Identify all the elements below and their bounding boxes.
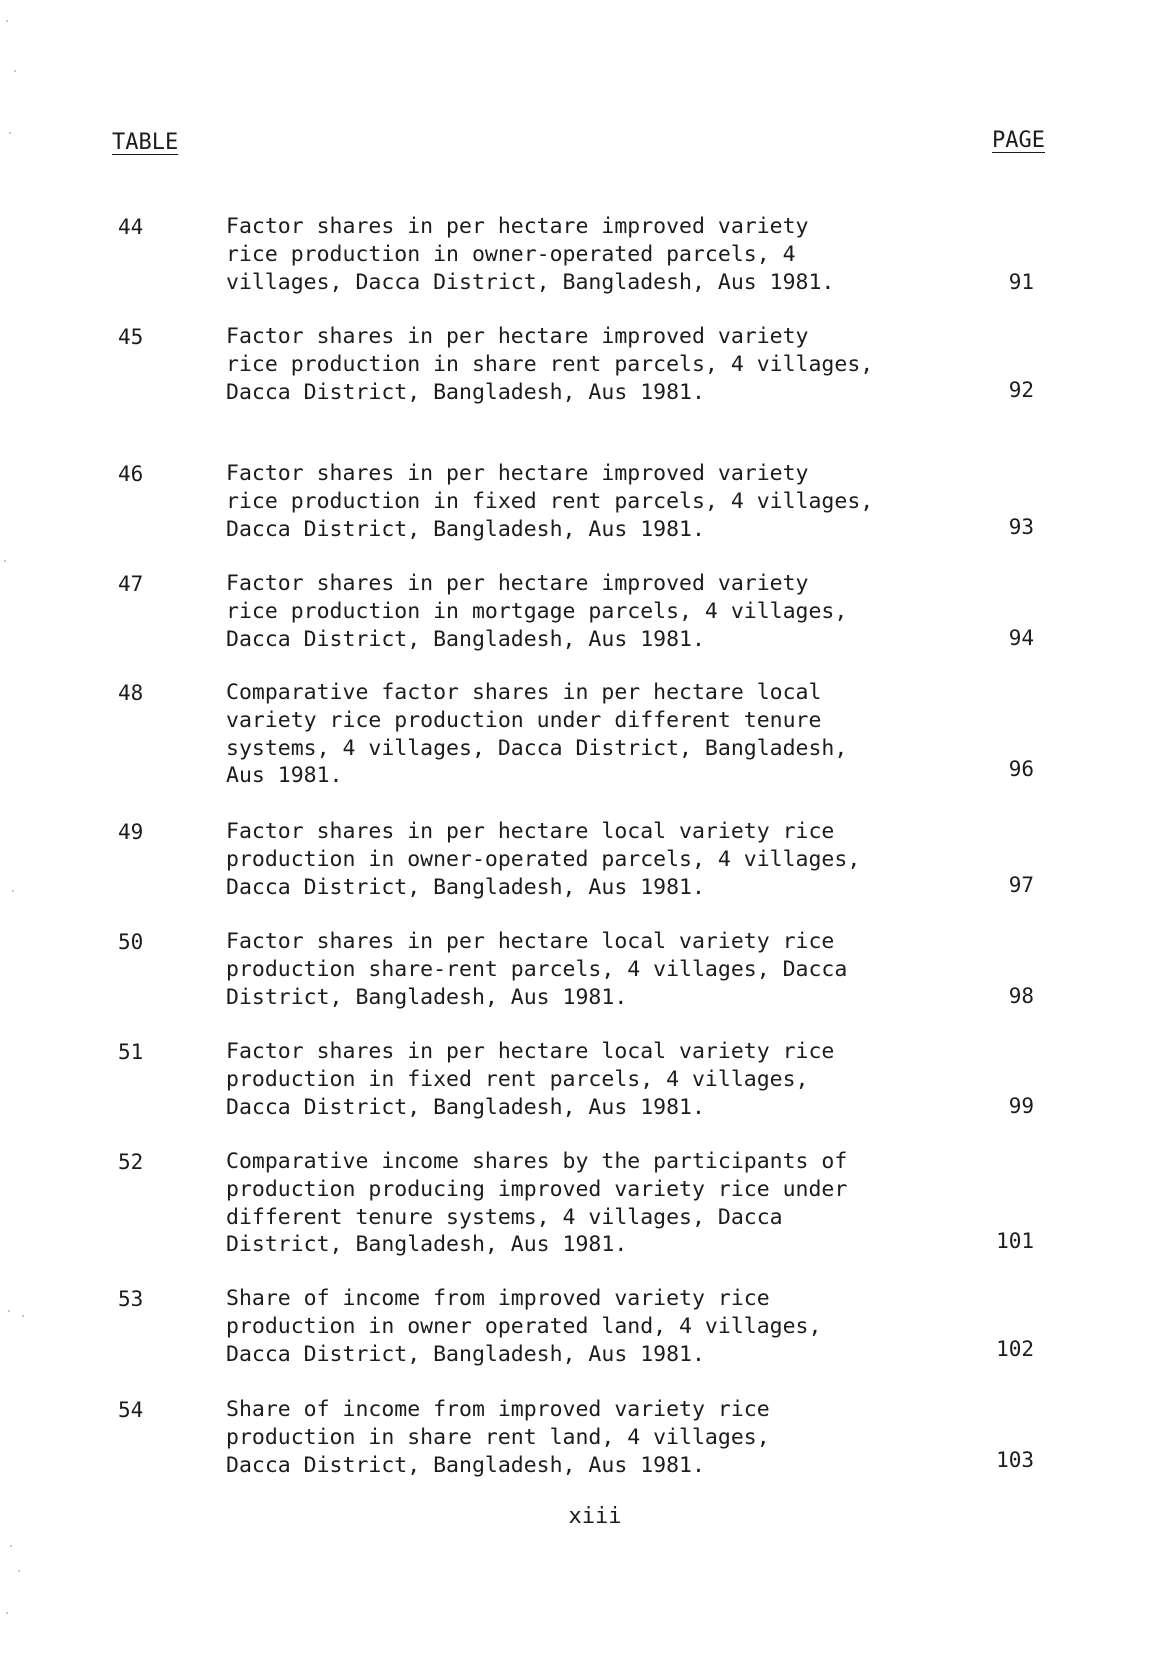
- scan-speck: [9, 132, 11, 134]
- table-title: Comparative income shares by the participants of production producing improved variety rice under different tenure systems, 4 villages, Dacca District, Bangladesh, Aus 1981.: [226, 1149, 848, 1258]
- scan-speck: [18, 1570, 20, 1572]
- table-number: 46: [118, 462, 144, 486]
- page-folio: xiii: [568, 1504, 622, 1529]
- page-column-header: PAGE: [992, 128, 1045, 153]
- page-number: 93: [1008, 515, 1034, 539]
- table-number: 54: [118, 1398, 144, 1422]
- page-number: 91: [1008, 270, 1034, 294]
- scan-speck: [4, 560, 6, 562]
- page-number: 103: [996, 1448, 1034, 1472]
- table-title: Share of income from improved variety rice production in owner operated land, 4 villages, Dacca District, Bangladesh, Aus 1981.: [226, 1286, 822, 1367]
- page-number: 92: [1008, 378, 1034, 402]
- table-title: Factor shares in per hectare improved variety rice production in fixed rent parcels, 4 villages, Dacca District, Bangladesh, Aus 1981.: [226, 461, 874, 542]
- table-number: 47: [118, 572, 144, 596]
- scan-speck: [8, 1310, 10, 1312]
- table-number: 50: [118, 930, 144, 954]
- table-number: 51: [118, 1040, 144, 1064]
- scan-speck: [10, 1545, 12, 1547]
- table-title: Factor shares in per hectare local variety rice production in fixed rent parcels, 4 villages, Dacca District, Bangladesh, Aus 1981.: [226, 1039, 835, 1120]
- page-number: 96: [1008, 757, 1034, 781]
- scan-speck: [6, 1612, 8, 1614]
- scan-speck: [12, 890, 14, 892]
- table-title: Factor shares in per hectare local variety rice production in owner-operated parcels, 4 villages, Dacca District, Bangladesh, Aus 1981.: [226, 819, 861, 900]
- page-number: 97: [1008, 873, 1034, 897]
- table-column-header: TABLE: [112, 130, 179, 155]
- table-number: 44: [118, 215, 144, 239]
- table-number: 48: [118, 681, 144, 705]
- table-title: Factor shares in per hectare improved variety rice production in mortgage parcels, 4 villages, Dacca District, Bangladesh, Aus 1981.: [226, 571, 848, 652]
- table-title: Factor shares in per hectare improved variety rice production in owner-operated parcels, 4 villages, Dacca District, Bangladesh, Aus 1981.: [226, 214, 835, 295]
- table-number: 53: [118, 1287, 144, 1311]
- page-number: 102: [996, 1337, 1034, 1361]
- table-title: Factor shares in per hectare local variety rice production share-rent parcels, 4 villages, Dacca District, Bangladesh, Aus 1981.: [226, 929, 848, 1010]
- scan-speck: [22, 1315, 24, 1317]
- page-number: 98: [1008, 984, 1034, 1008]
- page-number: 99: [1008, 1094, 1034, 1118]
- table-number: 52: [118, 1150, 144, 1174]
- scan-speck: [14, 70, 16, 72]
- table-title: Comparative factor shares in per hectare local variety rice production under different tenure systems, 4 villages, Dacca District, Bangladesh, Aus 1981.: [226, 680, 848, 789]
- page-number: 94: [1008, 626, 1034, 650]
- table-title: Share of income from improved variety rice production in share rent land, 4 villages, Dacca District, Bangladesh, Aus 1981.: [226, 1397, 770, 1478]
- table-number: 49: [118, 820, 144, 844]
- table-title: Factor shares in per hectare improved variety rice production in share rent parcels, 4 villages, Dacca District, Bangladesh, Aus 1981.: [226, 324, 874, 405]
- scan-speck: [6, 20, 8, 22]
- table-number: 45: [118, 325, 144, 349]
- page-number: 101: [996, 1229, 1034, 1253]
